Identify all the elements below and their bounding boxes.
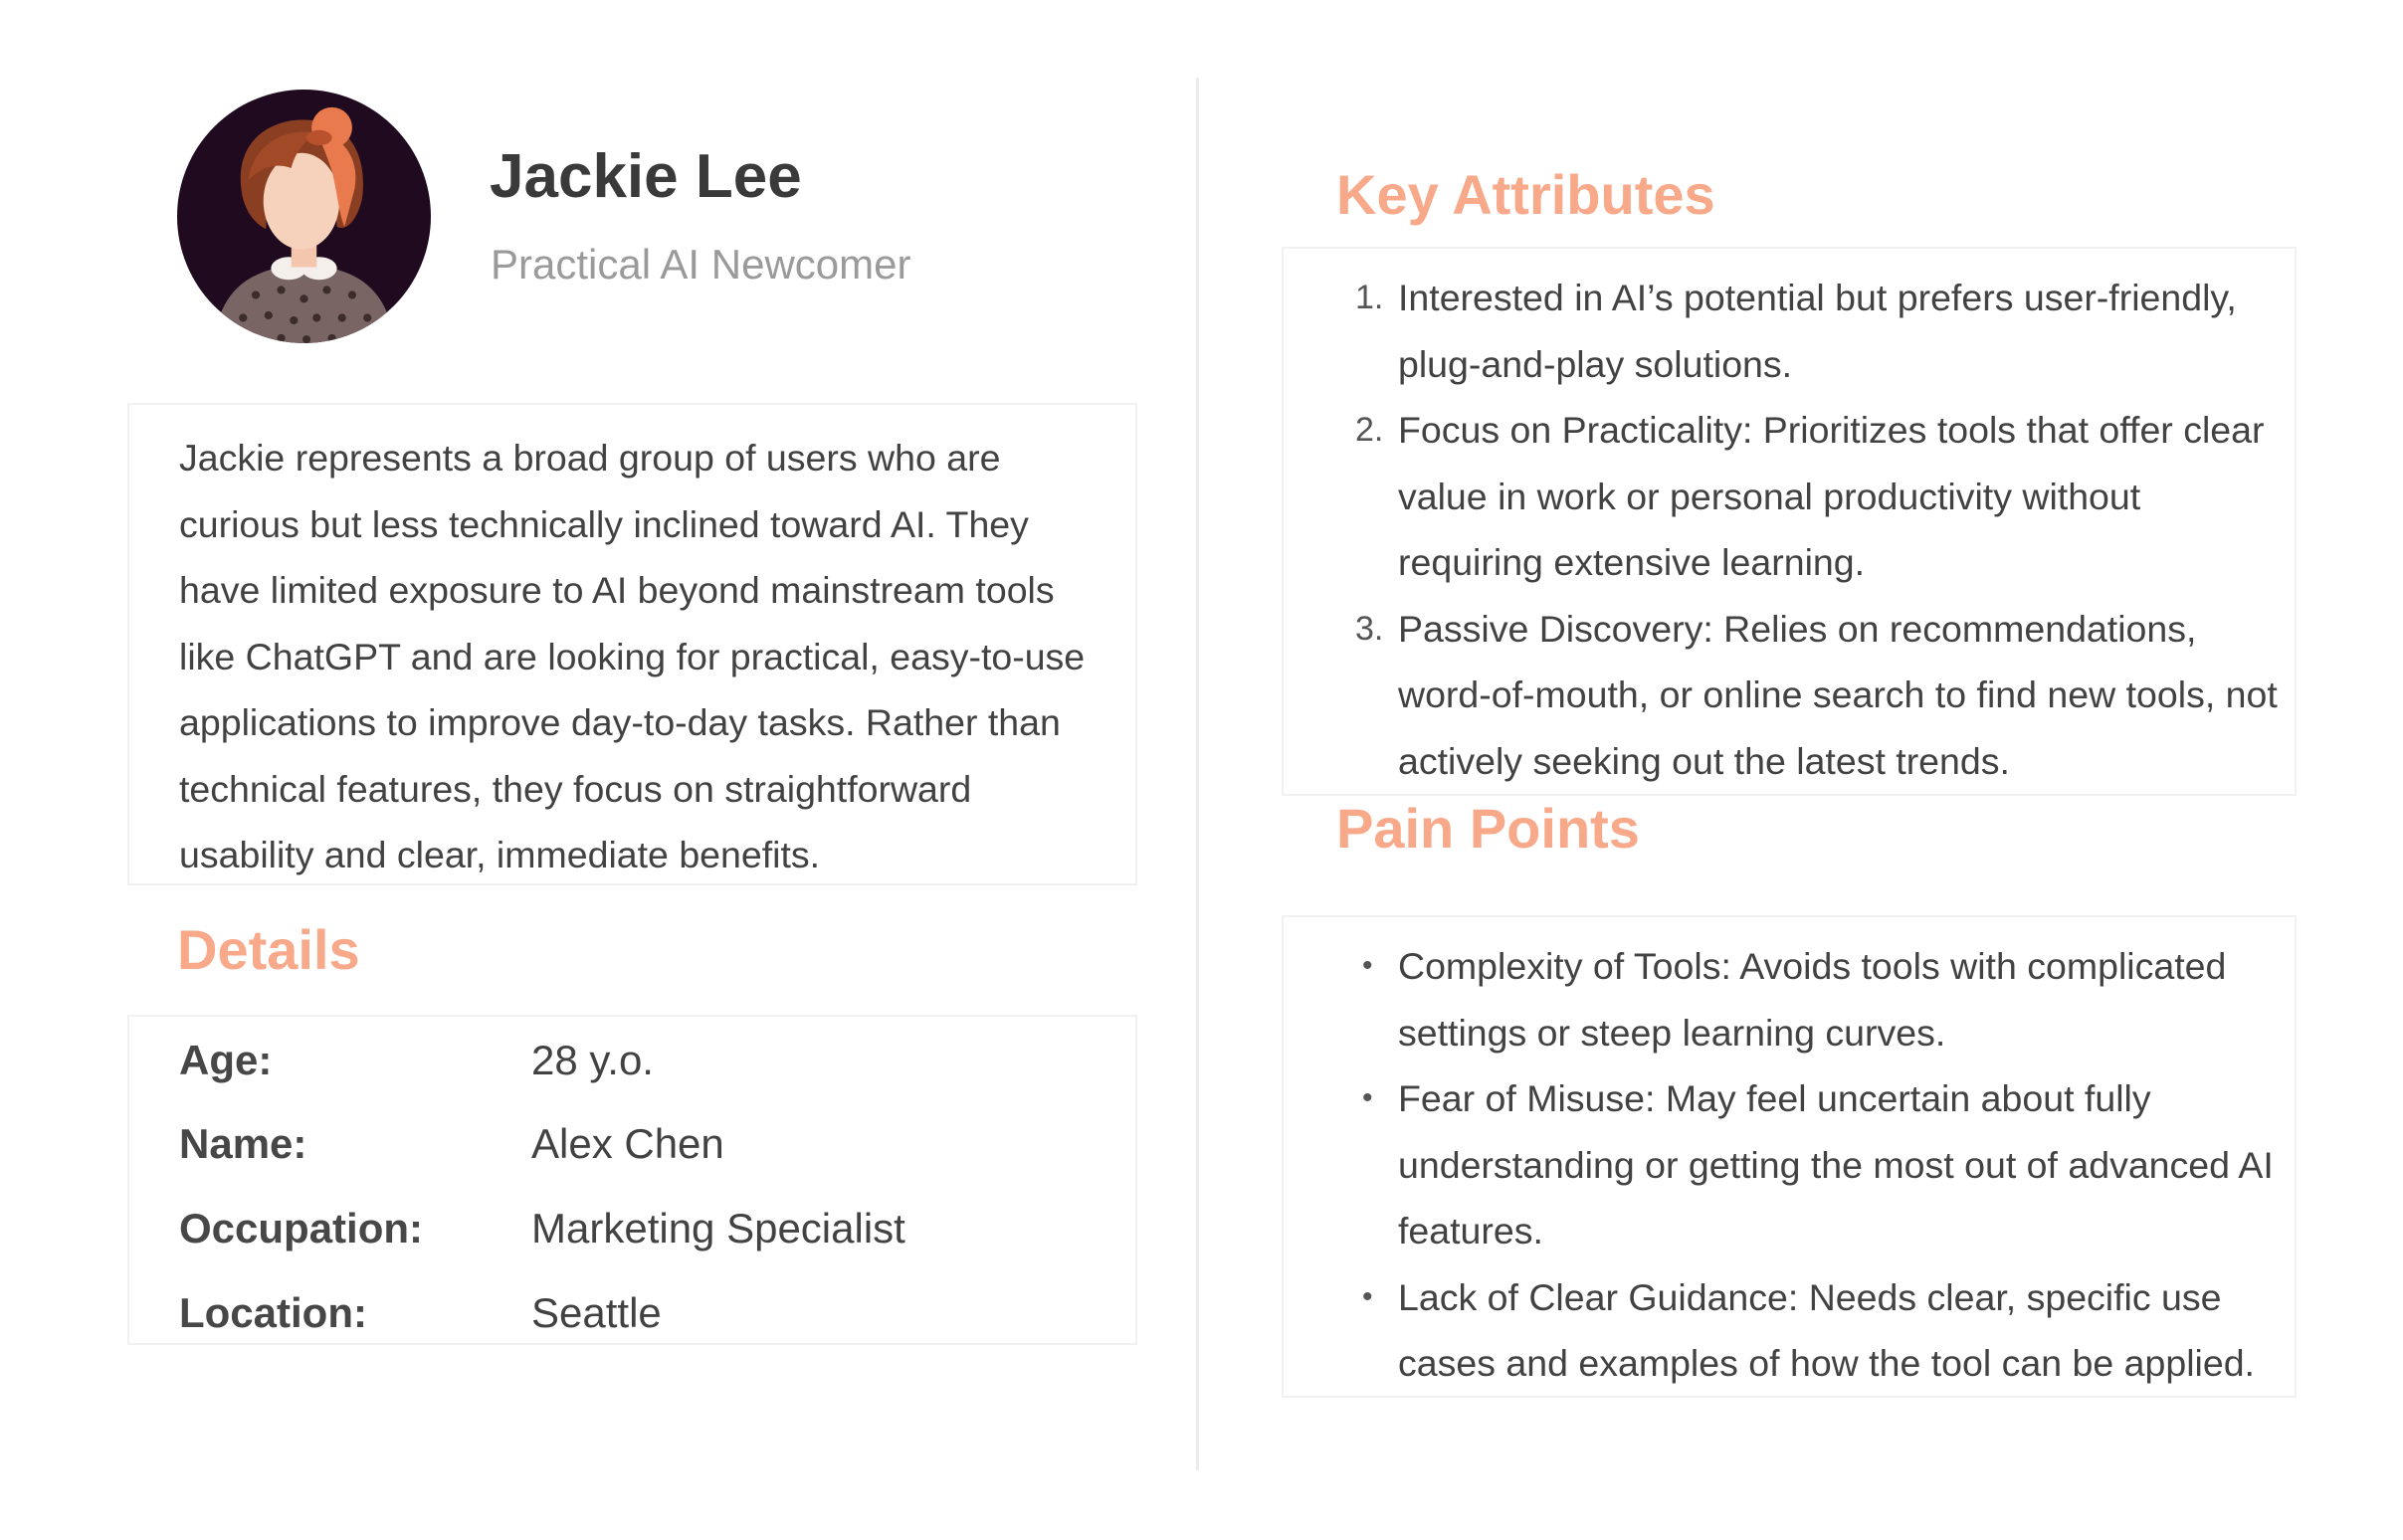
detail-label: Name:	[179, 1120, 307, 1167]
pain-points-title: Pain Points	[1336, 797, 1640, 860]
list-item	[1284, 933, 2295, 1065]
details-title: Details	[177, 918, 360, 981]
column-divider	[1196, 78, 1199, 1470]
detail-label: Occupation:	[179, 1205, 424, 1251]
list-item-text: Interested in AI’s potential but prefers user-friendly, plug-and-play solutions.	[1398, 277, 2237, 385]
pain-points-list	[1284, 933, 2295, 1397]
pain-points-card	[1282, 915, 2297, 1398]
list-item	[1284, 1065, 2295, 1264]
persona-name: Jackie Lee	[490, 142, 802, 211]
list-item	[1284, 265, 2295, 397]
key-attributes-title: Key Attributes	[1336, 163, 1715, 226]
list-item-text: Passive Discovery: Relies on recommendations, word-of-mouth, or online search to find new tools, not actively seeking out the latest trends.	[1398, 607, 2278, 782]
woman-avatar-icon	[177, 90, 431, 343]
list-number: 3.	[1355, 609, 1384, 648]
key-attributes-list	[1284, 265, 2295, 794]
detail-value: 28 y.o.	[531, 1037, 654, 1083]
list-item	[1284, 1264, 2295, 1397]
list-number: 1.	[1355, 279, 1384, 316]
detail-label: Location:	[179, 1289, 367, 1336]
bio-text: Jackie represents a broad group of users who are curious but less technically inclined toward AI. They have limited exposure to AI beyond mainstream tools like ChatGPT and are looking for practical, easy-to-use applications to improve day-to-day tasks. Rather than technical features, they focus on straightforward usability and clear, immediate benefits.	[179, 437, 1086, 875]
list-item-text: Focus on Practicality: Prioritizes tools that offer clear value in work or personal productivity without requiring extensive learning.	[1398, 409, 2265, 583]
list-item-text: Complexity of Tools: Avoids tools with complicated settings or steep learning curves.	[1398, 945, 2227, 1054]
details-card	[127, 1015, 1137, 1345]
bio-card	[127, 403, 1137, 885]
persona-role: Practical AI Newcomer	[491, 241, 911, 288]
list-item	[1284, 596, 2295, 795]
detail-value: Marketing Specialist	[531, 1205, 905, 1251]
detail-value: Alex Chen	[531, 1120, 724, 1167]
bullet-icon: •	[1362, 949, 1373, 982]
detail-label: Age:	[179, 1037, 273, 1083]
list-number: 2.	[1355, 411, 1384, 449]
detail-value: Seattle	[531, 1289, 662, 1336]
list-item-text: Lack of Clear Guidance: Needs clear, specific use cases and examples of how the tool can be applied.	[1398, 1275, 2255, 1384]
bullet-icon: •	[1362, 1279, 1373, 1313]
list-item-text: Fear of Misuse: May feel uncertain about fully understanding or getting the most out of advanced AI features.	[1398, 1077, 2274, 1251]
bullet-icon: •	[1362, 1081, 1373, 1114]
list-item	[1284, 397, 2295, 596]
key-attributes-card	[1282, 247, 2297, 796]
